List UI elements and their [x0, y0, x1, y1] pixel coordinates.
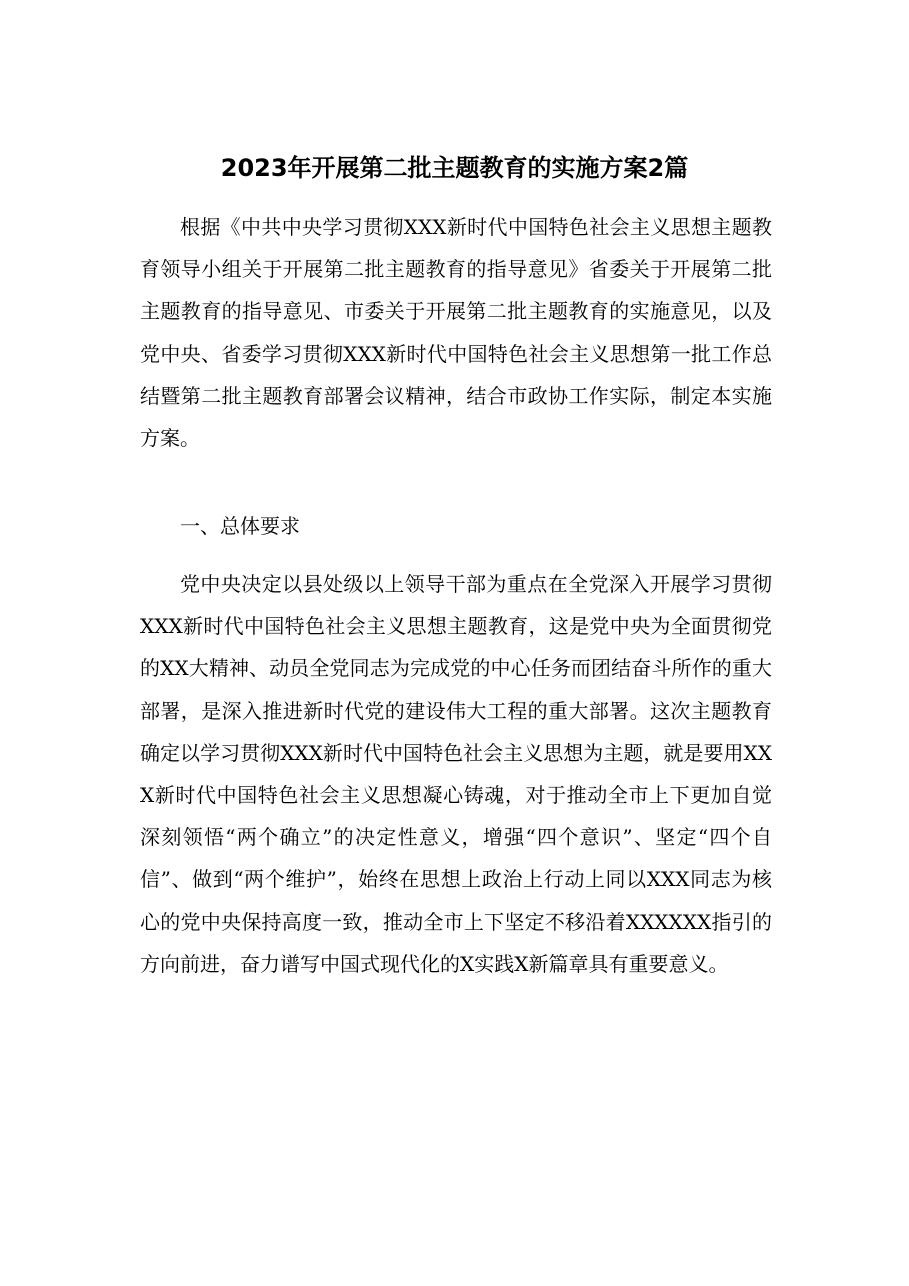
- document-title: 2023年开展第二批主题教育的实施方案2篇: [220, 154, 689, 182]
- paragraph-intro: 根据《中共中央学习贯彻XXX新时代中国特色社会主义思想主题教育领导小组关于开展第二批主题教育的指导意见》省委关于开展第二批主题教育的指导意见、市委关于开展第二批主题教育的实施意见，以及党中央、省委学习贯彻XXX新时代中国特色社会主义思想第一批工作总结暨第二批主题教育部署会议精神，结合市政协工作实际，制定本实施方案。: [140, 215, 772, 451]
- paragraph-body: 党中央决定以县处级以上领导干部为重点在全党深入开展学习贯彻XXX新时代中国特色社会主义思想主题教育，这是党中央为全面贯彻党的XX大精神、动员全党同志为完成党的中心任务而团结奋斗所作的重大部署，是深入推进新时代党的建设伟大工程的重大部署。这次主题教育确定以学习贯彻XXX新时代中国特色社会主义思想为主题，就是要用XXX新时代中国特色社会主义思想凝心铸魂，对于推动全市上下更加自觉深刻领悟“两个确立”的决定性意义，增强“四个意识”、坚定“四个自信”、做到“两个维护”，始终在思想上政治上行动上同以XXX同志为核心的党中央保持高度一致，推动全市上下坚定不移沿着XXXXXX指引的方向前进，奋力谱写中国式现代化的X实践X新篇章具有重要意义。: [140, 572, 772, 976]
- section-heading: 一、总体要求: [180, 514, 300, 538]
